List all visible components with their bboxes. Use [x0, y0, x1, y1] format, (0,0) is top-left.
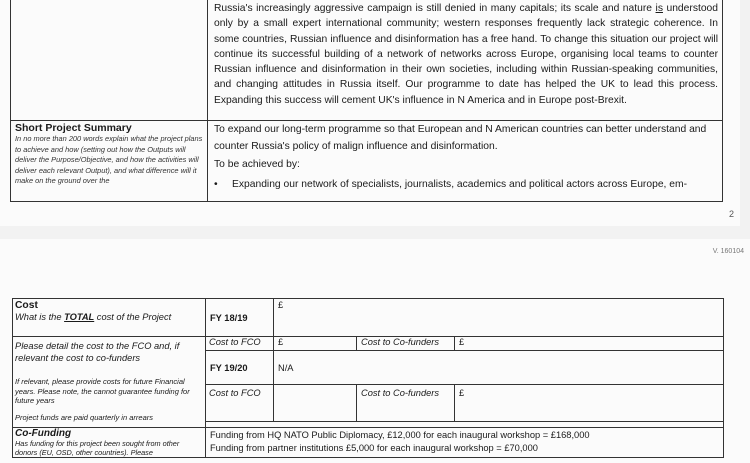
- fy-19-20-label: FY 19/20: [206, 351, 274, 385]
- context-cell: [208, 0, 723, 121]
- bullet-text: Expanding our network of specialists, journalists, academics and political actors across Europe, em-: [232, 179, 687, 190]
- summary-label: Short Project Summary: [15, 122, 132, 134]
- cost-to-cofunders-label: Cost to Co-funders: [357, 337, 455, 351]
- cofunders-cost-value-2: £: [455, 385, 724, 422]
- cofunding-label-cell: [13, 428, 206, 458]
- cost-label: Cost: [15, 300, 38, 311]
- cost-to-cofunders-label-2: Cost to Co-funders: [357, 385, 455, 422]
- fy-18-19-label: FY 18/19: [206, 299, 274, 337]
- cost-detail-cell: [13, 337, 206, 428]
- project-summary-table: [10, 0, 723, 202]
- cofunding-label: Co-Funding: [15, 428, 72, 439]
- fco-cost-value-1: £: [274, 337, 357, 351]
- cost-to-fco-label: Cost to FCO: [206, 337, 274, 351]
- paid-quarterly-note: Project funds are paid quarterly in arrears: [15, 412, 153, 422]
- bullet-item: • Expanding our network of specialists, journalists, academics and political actors across Europe, em-: [208, 176, 722, 193]
- cofunding-hint: Has funding for this project been sought from other donors (EU, OSD, other countries). Please: [15, 439, 180, 457]
- document-page-top: [0, 0, 740, 226]
- summary-hint: In no more than 200 words explain what the project plans to achieve and how (setting out how the Outputs will deliver the Purpose/Objective, and how the activities will deliver each relevant Output), and what difference will it make on the ground over the: [15, 134, 203, 186]
- cost-detail-question: Please detail the cost to the FCO and, if relevant the cost to co-funders: [15, 341, 180, 363]
- future-years-note: If relevant, please provide costs for future Financial years. Please note, the cannot guarantee funding for future years: [15, 377, 190, 405]
- summary-label-cell: [11, 121, 208, 202]
- cofunders-cost-value-1: £: [455, 337, 724, 351]
- empty-label-cell: [11, 0, 208, 121]
- fy-19-20-value: N/A: [274, 351, 724, 385]
- total-cost-question: What is the TOTAL cost of the Project: [15, 312, 172, 322]
- version-label: V. 160104: [712, 248, 744, 255]
- achieved-by: To be achieved by:: [214, 159, 300, 170]
- cost-to-fco-label-2: Cost to FCO: [206, 385, 274, 422]
- summary-text: To expand our long-term programme so that European and N American countries can better understand and counter Russia's policy of malign influence and disinformation.: [214, 124, 707, 152]
- total-cost-value: £: [274, 299, 724, 337]
- page-number: 2: [728, 209, 734, 219]
- cofunding-cell: [206, 428, 724, 458]
- cofunding-line-1: Funding from HQ NATO Public Diplomacy, £12,000 for each inaugural workshop = £168,000: [210, 430, 590, 440]
- summary-cell: [208, 121, 723, 202]
- cost-label-cell: [13, 299, 206, 337]
- context-paragraph: Russia's increasingly aggressive campaign is still denied in many capitals; its scale and nature is understood only by a small expert international community; western responses frequently lack strategic coherence. In some countries, Russian influence and disinformation has a free hand. To change this situation our project will continue its successful building of a network of networks across Europe, organising local teams to counter Russian influence and disinformation in their own societies, including within Russian-speaking communities, and changing attitudes in Russia itself. Our programme to date has helped the UK to lead this process. Expanding this success will cement UK's influence in N America and in Europe post-Brexit.: [214, 3, 719, 106]
- cost-table: [12, 298, 724, 458]
- fco-cost-value-2: [274, 385, 357, 422]
- cofunding-line-2: Funding from partner institutions £5,000 for each inaugural workshop = £70,000: [210, 443, 538, 453]
